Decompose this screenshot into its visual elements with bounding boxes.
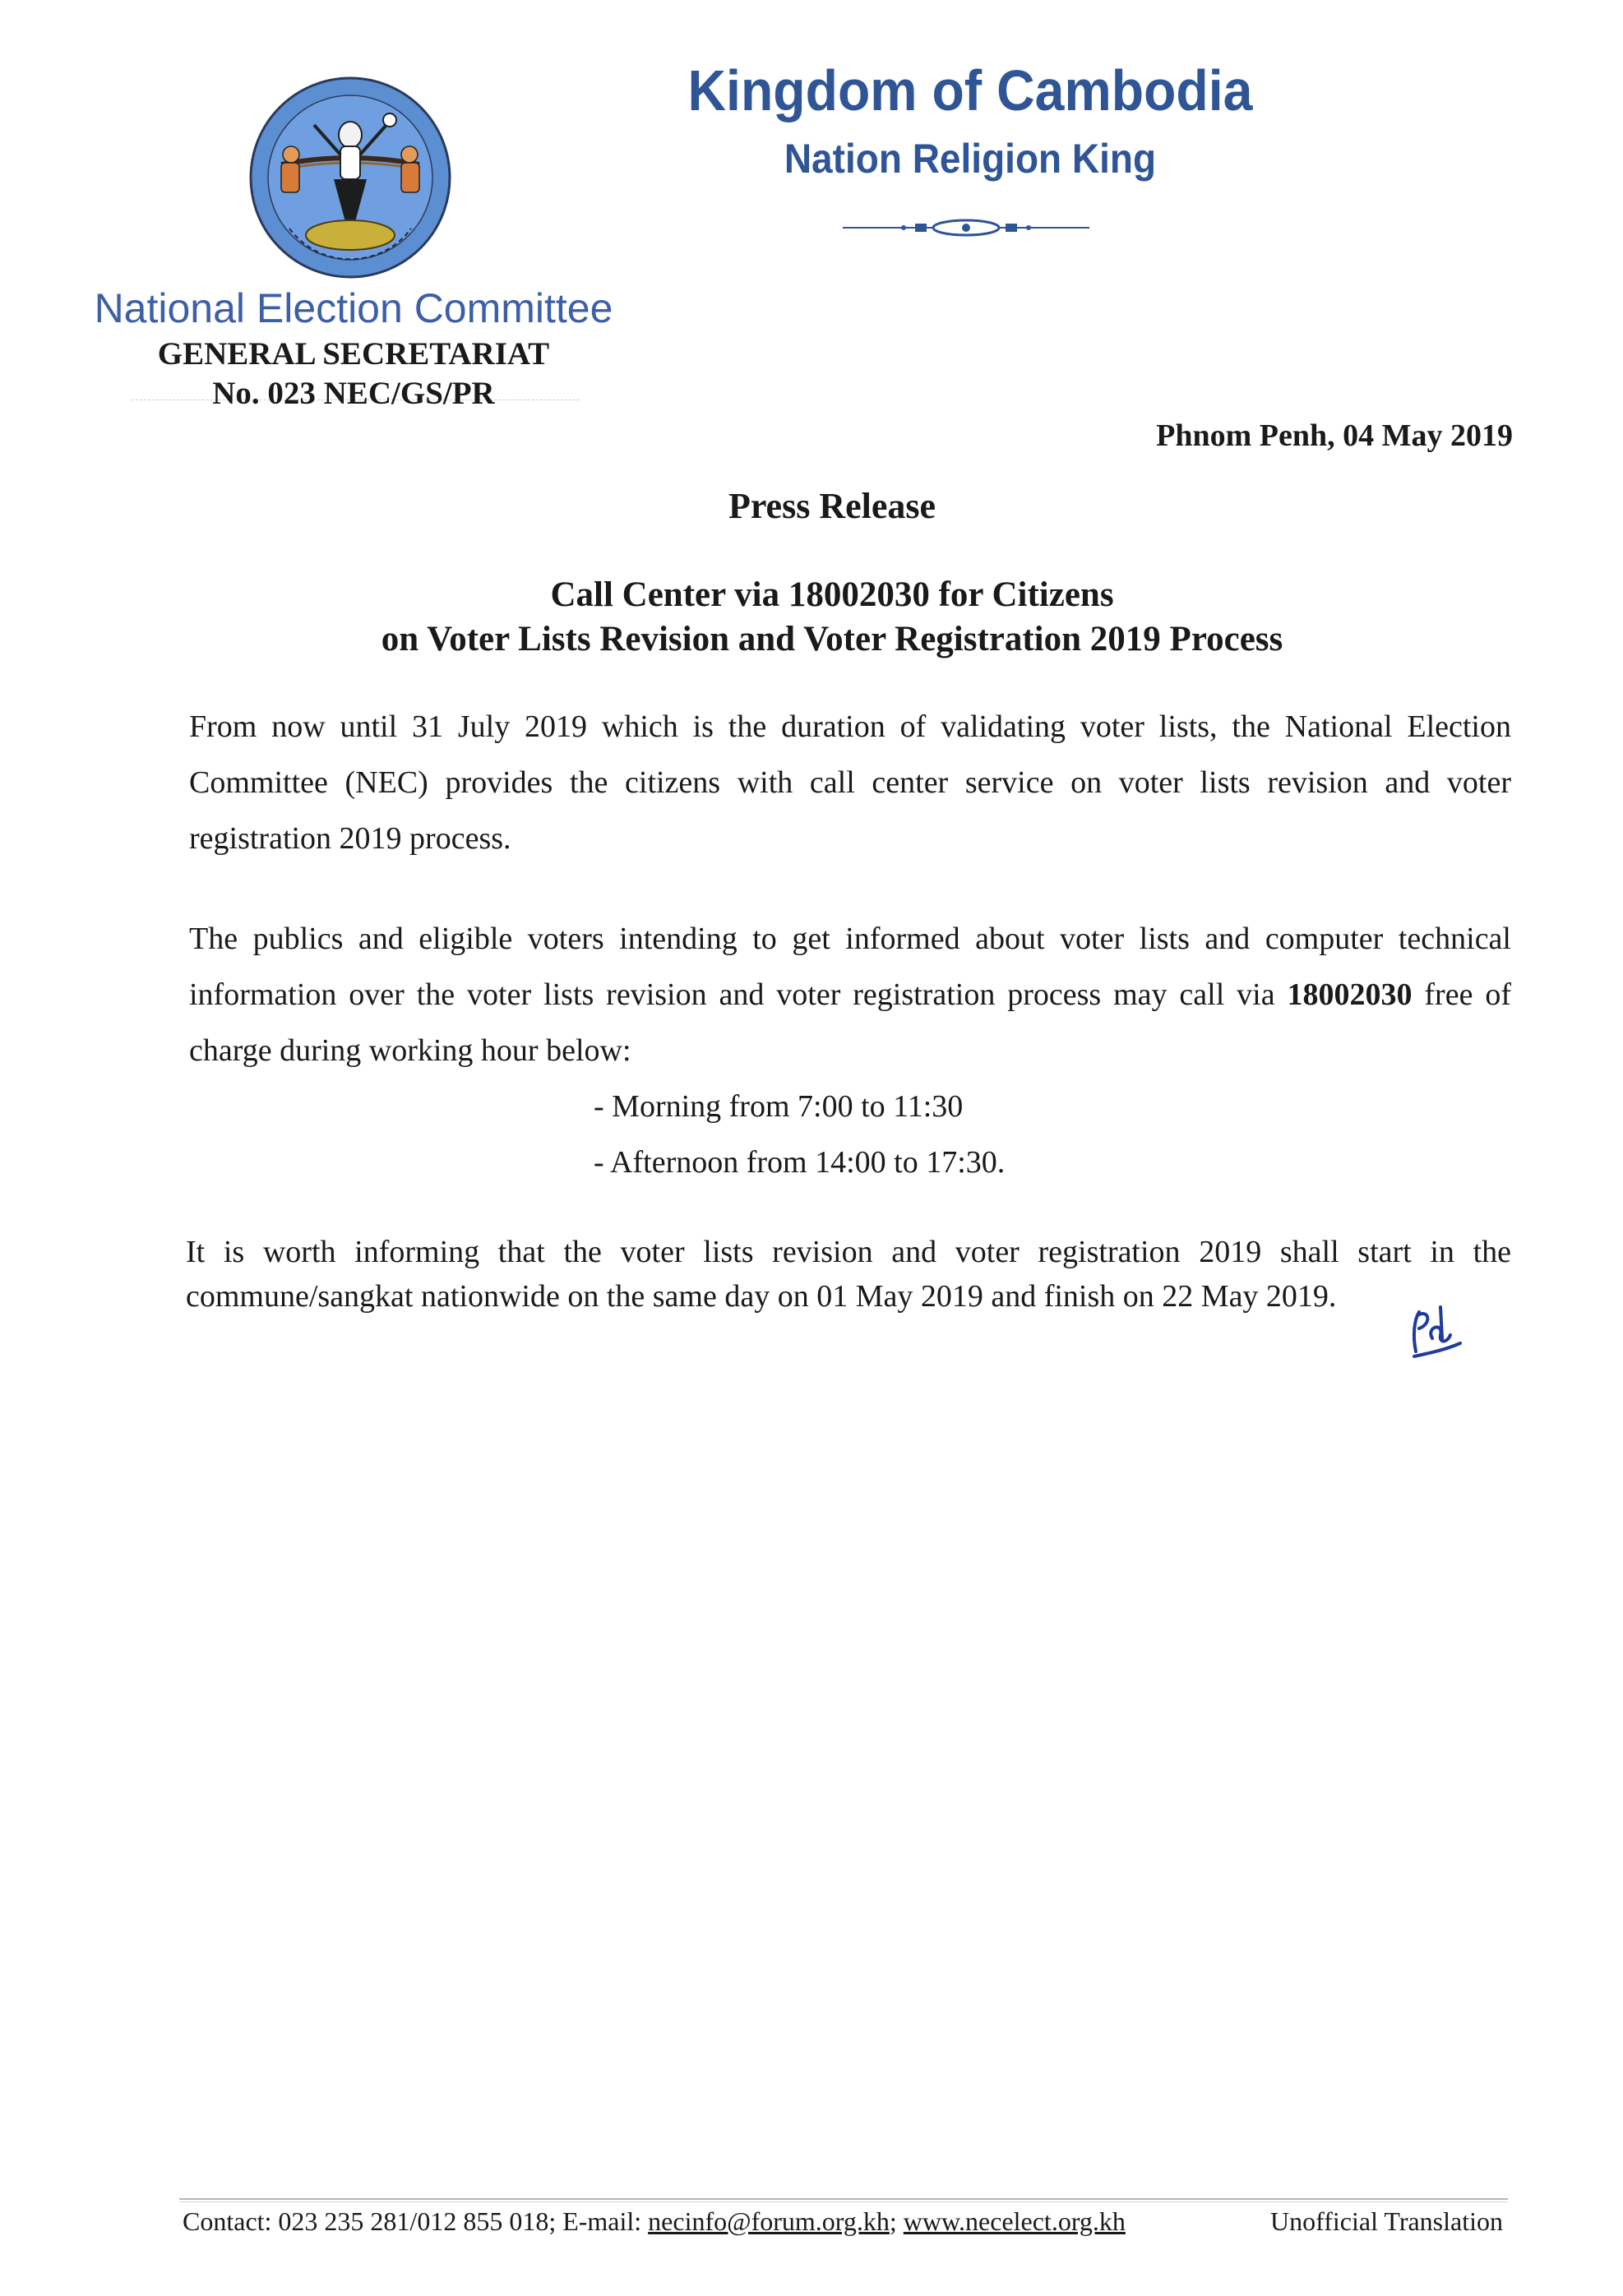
contact-phones: Contact: 023 235 281/012 855 018; E-mail: <box>183 2206 649 2236</box>
subject-line-1: Call Center via 18002030 for Citizens <box>550 575 1114 614</box>
document-title: Press Release <box>728 486 936 526</box>
organization-name: National Election Committee <box>94 285 613 331</box>
paragraph-2-text-start: The publics and eligible voters intending to get informed about voter lists and computer technical information over the voter lists revision and voter registration process may call via <box>189 922 1511 1012</box>
place-date: Phnom Penh, 04 May 2019 <box>1156 418 1513 453</box>
hotline-number: 18002030 <box>1287 977 1413 1012</box>
footer-rule <box>179 2198 1508 2200</box>
body-paragraph-3: It is worth informing that the voter lists revision and voter registration 2019 shall start in the commune/sangkat nationwide on the same day on 01 May 2019 and finish on 22 May 2019. <box>186 1235 1511 1314</box>
document-number: No. 023 NEC/GS/PR <box>212 376 495 411</box>
country-name: Kingdom of Cambodia <box>687 58 1253 122</box>
nec-seal-icon <box>248 76 452 279</box>
contact-separator: ; <box>889 2206 904 2236</box>
website-link[interactable]: www.necelect.org.kh <box>903 2206 1126 2236</box>
divider-ornament-icon <box>843 215 1089 240</box>
subject-line-2: on Voter Lists Revision and Voter Registration 2019 Process <box>381 620 1283 658</box>
translation-note: Unofficial Translation <box>1270 2206 1503 2236</box>
footer-rule-secondary <box>179 2201 1508 2202</box>
body-paragraph-2 <box>189 911 1511 1079</box>
national-motto: Nation Religion King <box>784 136 1157 182</box>
email-link[interactable]: necinfo@forum.org.kh <box>648 2206 890 2236</box>
footer-contact <box>183 2205 1251 2238</box>
signature-initials-icon <box>1408 1302 1465 1361</box>
hours-afternoon: - Afternoon from 14:00 to 17:30. <box>594 1145 1006 1180</box>
body-paragraph-1: From now until 31 July 2019 which is the duration of validating voter lists, the National Election Committee (NEC) provides the citizens with call center service on voter lists revision and voter registration 2019 process. <box>189 709 1511 856</box>
hours-morning: - Morning from 7:00 to 11:30 <box>594 1089 964 1124</box>
department-name: GENERAL SECRETARIAT <box>157 336 550 372</box>
paragraph-2-text-end: free of charge during working hour below: <box>189 977 1511 1068</box>
